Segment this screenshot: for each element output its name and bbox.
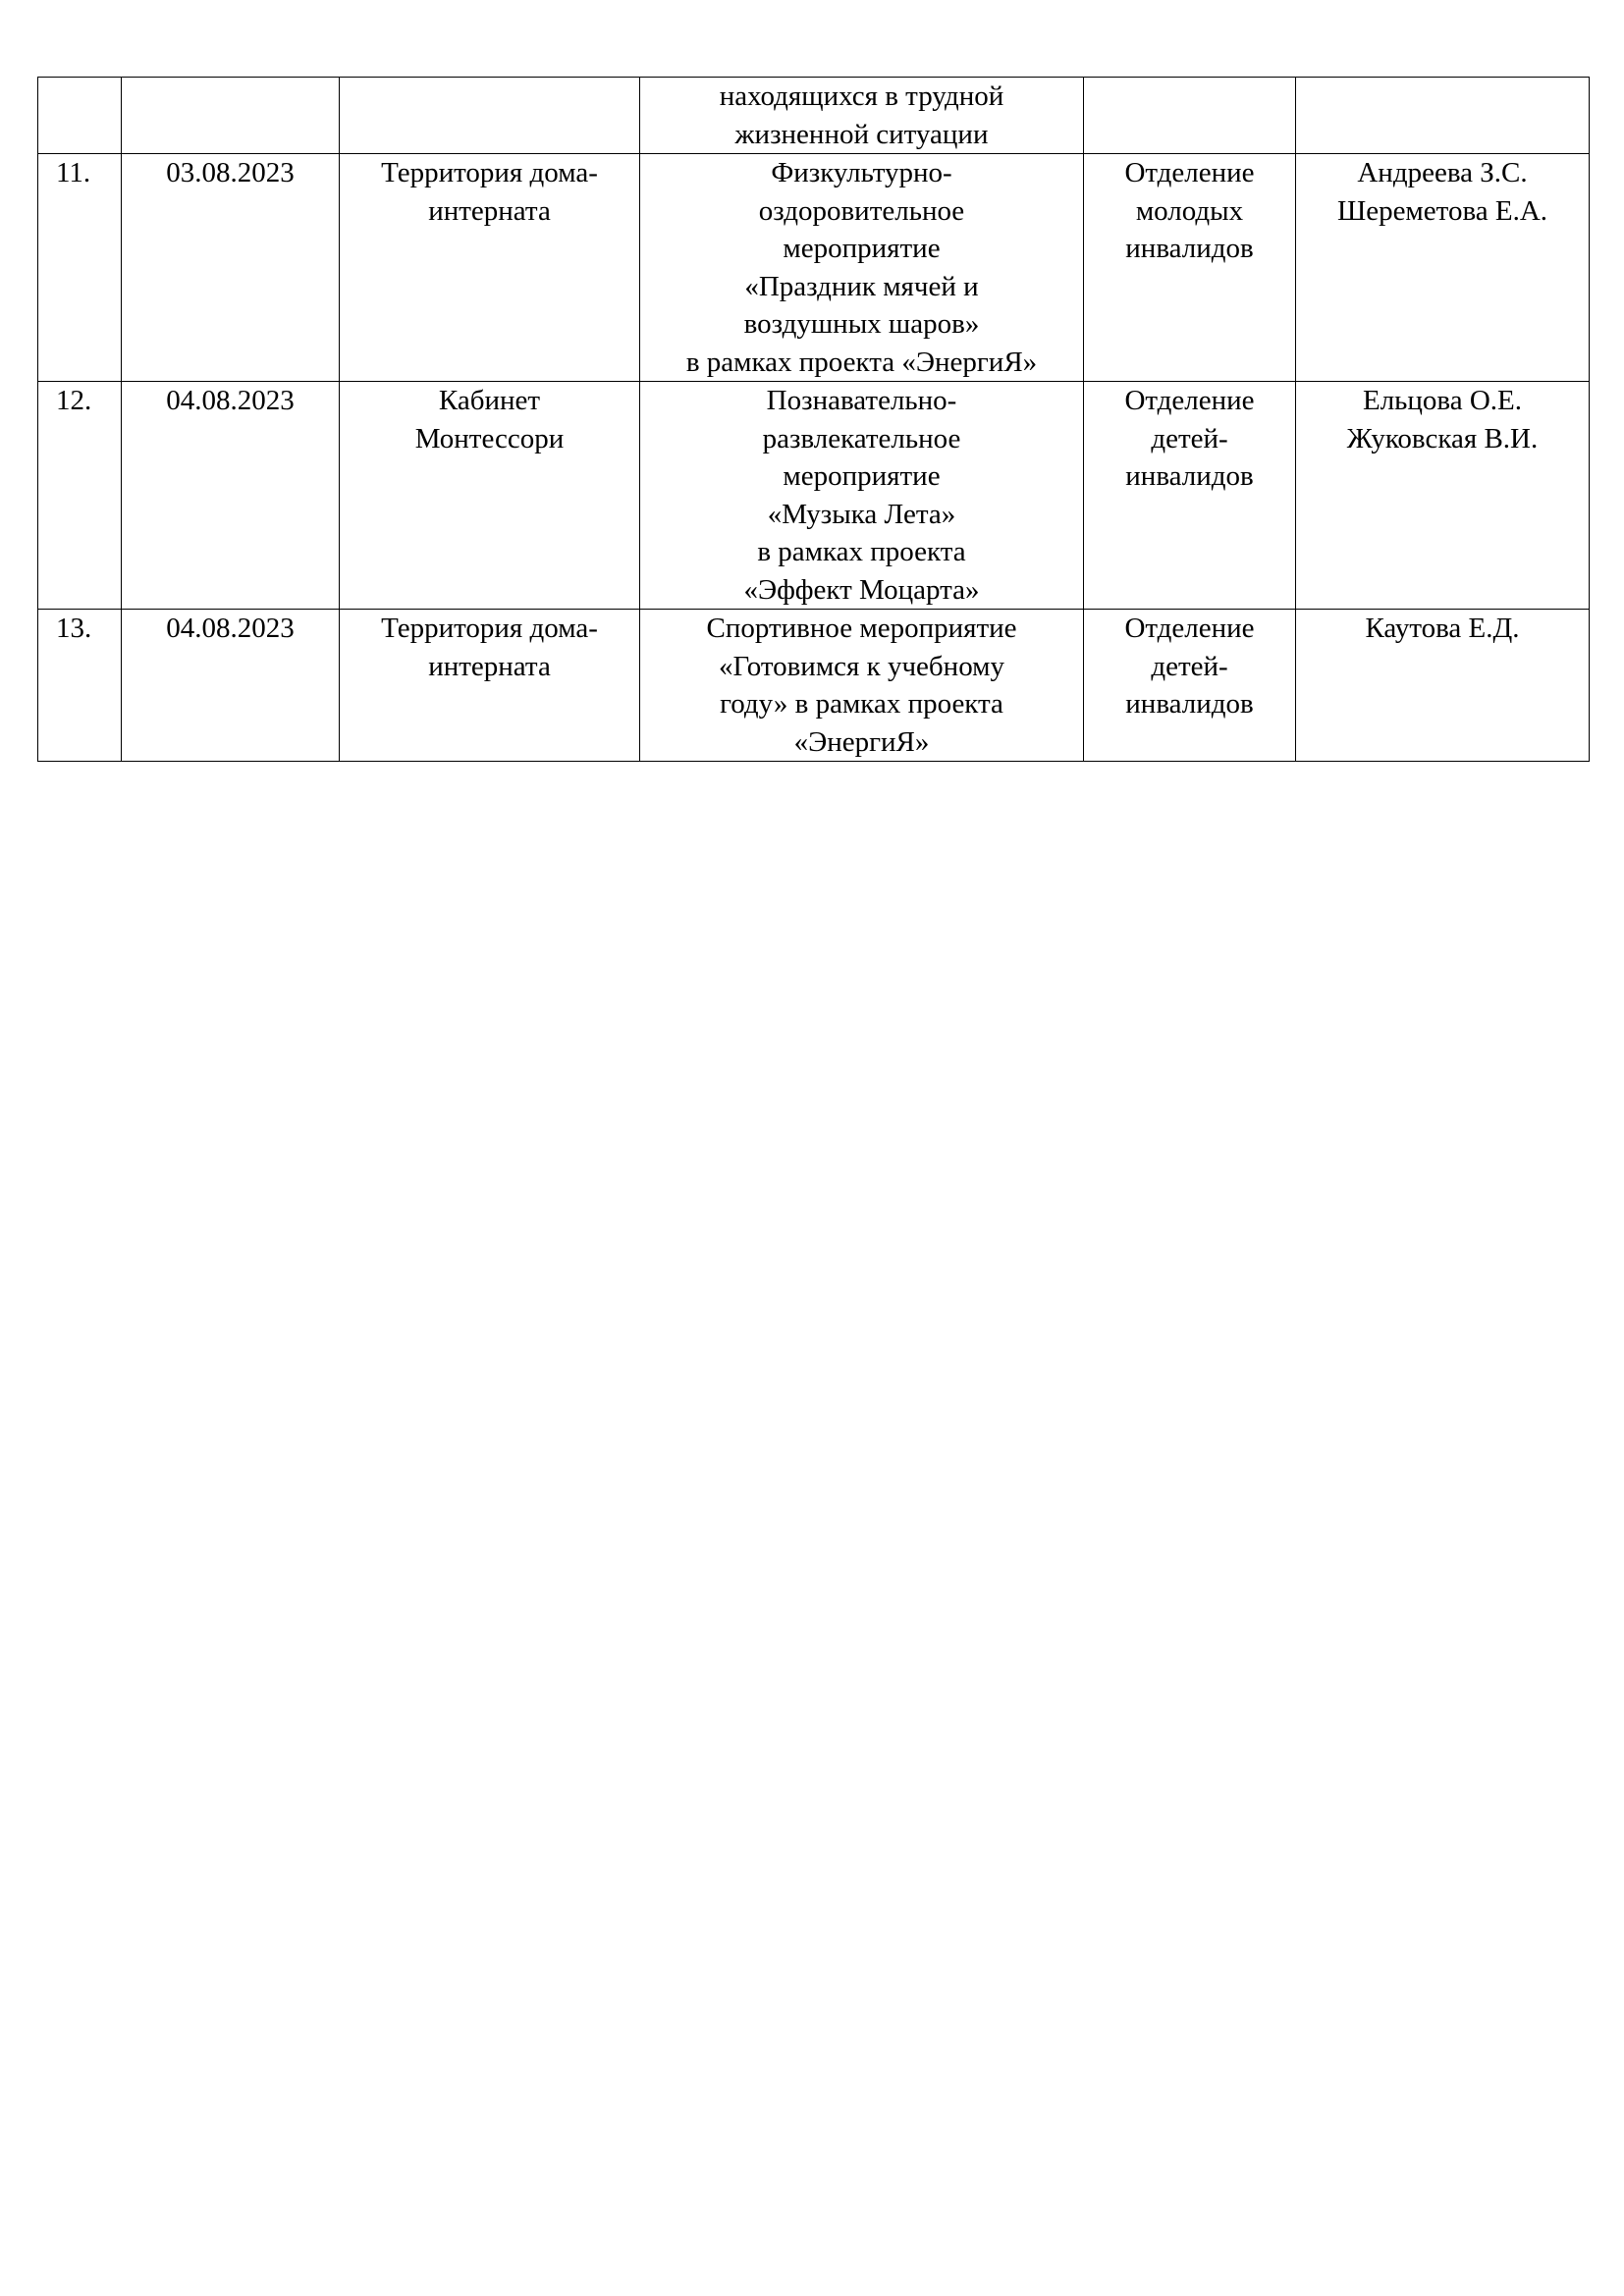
event-line: в рамках проекта bbox=[757, 536, 966, 567]
department-line: инвалидов bbox=[1125, 233, 1254, 264]
events-table bbox=[37, 77, 1590, 762]
cell-department bbox=[1084, 154, 1296, 382]
cell-number bbox=[38, 382, 122, 610]
event-date: 03.08.2023 bbox=[166, 157, 295, 188]
cell-place bbox=[340, 382, 640, 610]
cell-responsible bbox=[1296, 382, 1590, 610]
responsible-line: Шереметова Е.А. bbox=[1336, 194, 1548, 227]
place-line: Кабинет bbox=[438, 385, 541, 416]
event-line: мероприятие bbox=[783, 233, 941, 264]
cell-date bbox=[122, 154, 340, 382]
department-line: Отделение bbox=[1124, 385, 1255, 416]
event-line: «Готовимся к учебному bbox=[718, 650, 1005, 682]
table-row-12 bbox=[38, 382, 1590, 610]
department-line: детей- bbox=[1151, 422, 1228, 454]
event-line: «Праздник мячей и bbox=[744, 270, 979, 302]
cell-event bbox=[640, 154, 1084, 382]
cell-event bbox=[640, 382, 1084, 610]
row-number: 11. bbox=[56, 157, 91, 188]
cell-number bbox=[38, 78, 122, 154]
cell-date bbox=[122, 610, 340, 762]
place-line: интерната bbox=[428, 194, 551, 227]
event-line: «Эффект Моцарта» bbox=[743, 573, 980, 606]
responsible-line: Ельцова О.Е. bbox=[1362, 385, 1523, 416]
event-line: находящихся в трудной bbox=[719, 80, 1004, 112]
place-line: интерната bbox=[428, 650, 551, 682]
department-line: инвалидов bbox=[1125, 460, 1254, 492]
event-line: Познавательно- bbox=[766, 385, 957, 416]
cell-number bbox=[38, 154, 122, 382]
place-line: Территория дома- bbox=[381, 613, 598, 644]
table-row-11 bbox=[38, 154, 1590, 382]
cell-place bbox=[340, 78, 640, 154]
cell-event bbox=[640, 78, 1084, 154]
cell-responsible bbox=[1296, 154, 1590, 382]
table-row-continuation bbox=[38, 78, 1590, 154]
event-date: 04.08.2023 bbox=[166, 613, 295, 644]
cell-place bbox=[340, 610, 640, 762]
event-line: Спортивное мероприятие bbox=[706, 613, 1017, 644]
place-line: Территория дома- bbox=[381, 157, 598, 188]
cell-department bbox=[1084, 610, 1296, 762]
event-line: «Музыка Лета» bbox=[767, 498, 956, 530]
cell-number bbox=[38, 610, 122, 762]
event-line: году» в рамках проекта bbox=[720, 688, 1003, 720]
cell-department bbox=[1084, 78, 1296, 154]
table-row-13 bbox=[38, 610, 1590, 762]
department-line: Отделение bbox=[1124, 157, 1255, 188]
row-number: 12. bbox=[56, 385, 92, 416]
event-line: «ЭнергиЯ» bbox=[793, 725, 930, 758]
event-line: жизненной ситуации bbox=[734, 118, 989, 150]
cell-responsible bbox=[1296, 610, 1590, 762]
place-line: Монтессори bbox=[414, 422, 565, 454]
responsible-line: Жуковская В.И. bbox=[1346, 422, 1539, 454]
cell-place bbox=[340, 154, 640, 382]
cell-responsible bbox=[1296, 78, 1590, 154]
department-line: инвалидов bbox=[1125, 688, 1254, 720]
row-number: 13. bbox=[56, 613, 92, 644]
event-line: Физкультурно- bbox=[771, 157, 952, 188]
event-line: в рамках проекта «ЭнергиЯ» bbox=[685, 346, 1038, 378]
event-line: оздоровительное bbox=[758, 194, 965, 227]
department-line: детей- bbox=[1151, 650, 1228, 682]
event-line: развлекательное bbox=[762, 422, 961, 454]
cell-date bbox=[122, 382, 340, 610]
department-line: молодых bbox=[1135, 194, 1244, 227]
event-date: 04.08.2023 bbox=[166, 385, 295, 416]
cell-department bbox=[1084, 382, 1296, 610]
responsible-line: Каутова Е.Д. bbox=[1365, 613, 1520, 644]
cell-date bbox=[122, 78, 340, 154]
department-line: Отделение bbox=[1124, 613, 1255, 644]
responsible-line: Андреева З.С. bbox=[1357, 157, 1528, 188]
cell-event bbox=[640, 610, 1084, 762]
event-line: воздушных шаров» bbox=[743, 308, 980, 340]
event-line: мероприятие bbox=[783, 460, 941, 492]
